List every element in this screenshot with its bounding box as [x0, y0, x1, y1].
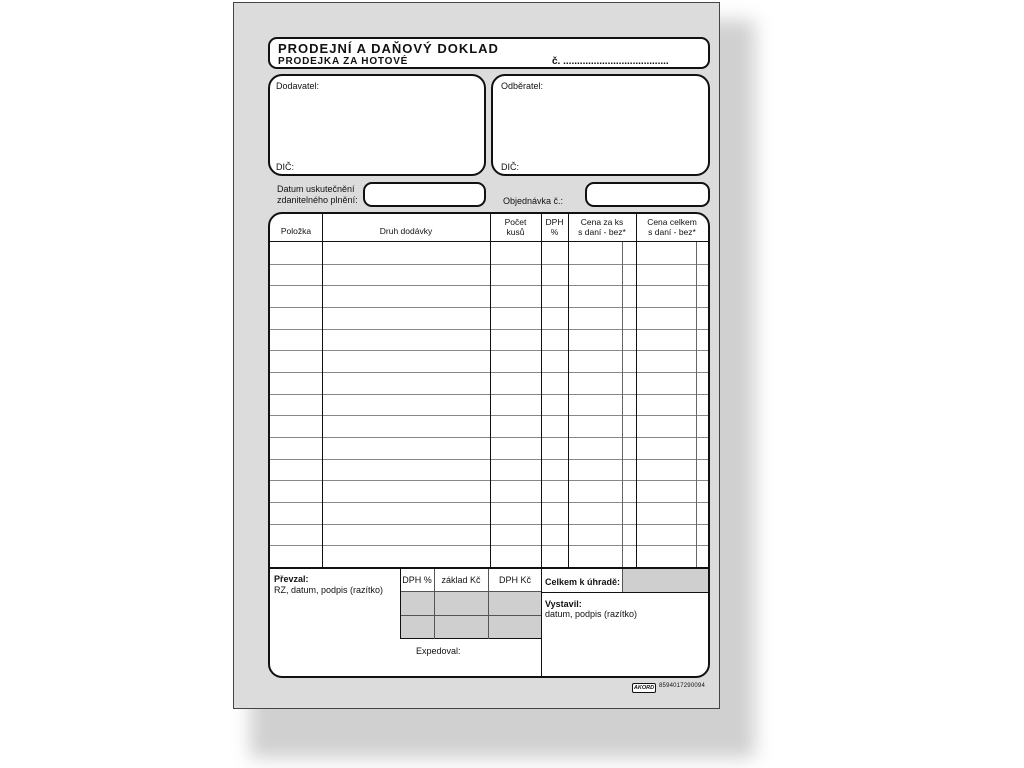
vat-amount-header: DPH Kč	[498, 575, 531, 585]
title-box	[268, 37, 710, 69]
vat-summary-table	[400, 569, 542, 639]
tax-date-label-line1: Datum uskutečnění	[277, 184, 355, 194]
order-number-label: Objednávka č.:	[503, 196, 564, 206]
form-title: PRODEJNÍ A DAŇOVÝ DOKLAD	[278, 41, 499, 56]
col-divider	[490, 214, 491, 567]
vat-row-line	[400, 591, 542, 592]
vat-col-line	[400, 569, 401, 639]
supplier-label: Dodavatel:	[276, 81, 320, 91]
supplier-box	[268, 74, 486, 176]
barcode-number: 8594017290094	[659, 683, 705, 689]
footer-col-divider	[541, 569, 542, 678]
col-header-total-line1: Cena celkem	[647, 217, 697, 227]
logo-text: AKORD	[633, 685, 655, 691]
total-row-line	[541, 592, 710, 593]
col-divider	[636, 214, 637, 567]
total-cell-divider	[622, 569, 623, 592]
col-header-vat-line1: DPH	[545, 217, 564, 227]
vat-percent-header: DPH %	[402, 575, 432, 585]
col-header-count-line2: kusů	[506, 227, 525, 237]
issued-label: Vystavil:	[545, 599, 582, 609]
issued-sublabel: datum, podpis (razítko)	[545, 609, 638, 619]
total-amount-cell	[622, 569, 710, 592]
vat-base-header: základ Kč	[441, 575, 481, 585]
col-header-total-line2: s daní - bez*	[648, 227, 696, 237]
col-header-vat-line2: %	[550, 227, 559, 237]
supplier-dic-label: DIČ:	[276, 162, 294, 172]
col-divider	[541, 214, 542, 567]
received-sublabel: RZ, datum, podpis (razítko)	[274, 585, 384, 595]
customer-dic-label: DIČ:	[501, 162, 519, 172]
dispatched-label: Expedoval:	[416, 646, 461, 656]
col-divider-sub	[622, 242, 623, 567]
customer-box	[491, 74, 710, 176]
col-divider	[568, 214, 569, 567]
total-due-label: Celkem k úhradě:	[545, 577, 621, 587]
col-header-kind: Druh dodávky	[379, 226, 433, 236]
order-number-field[interactable]	[585, 182, 710, 207]
col-header-count-line1: Počet	[504, 217, 527, 227]
tax-date-field[interactable]	[363, 182, 486, 207]
akord-logo	[632, 683, 656, 693]
col-header-item: Položka	[280, 226, 312, 236]
col-divider-sub	[696, 242, 697, 567]
vat-col-line	[488, 569, 489, 639]
document-number: č. ......................................	[552, 56, 669, 67]
vat-row-line	[400, 638, 542, 639]
col-header-unit-price-line1: Cena za ks	[580, 217, 624, 227]
col-divider	[322, 214, 323, 567]
items-table	[268, 212, 710, 678]
vat-row-line	[400, 615, 542, 616]
form-subtitle: PRODEJKA ZA HOTOVÉ	[278, 56, 409, 67]
customer-label: Odběratel:	[501, 81, 544, 91]
vat-col-line	[434, 569, 435, 639]
tax-date-label-line2: zdanitelného plnění:	[277, 195, 358, 205]
received-label: Převzal:	[274, 574, 309, 584]
col-header-unit-price-line2: s daní - bez*	[578, 227, 626, 237]
